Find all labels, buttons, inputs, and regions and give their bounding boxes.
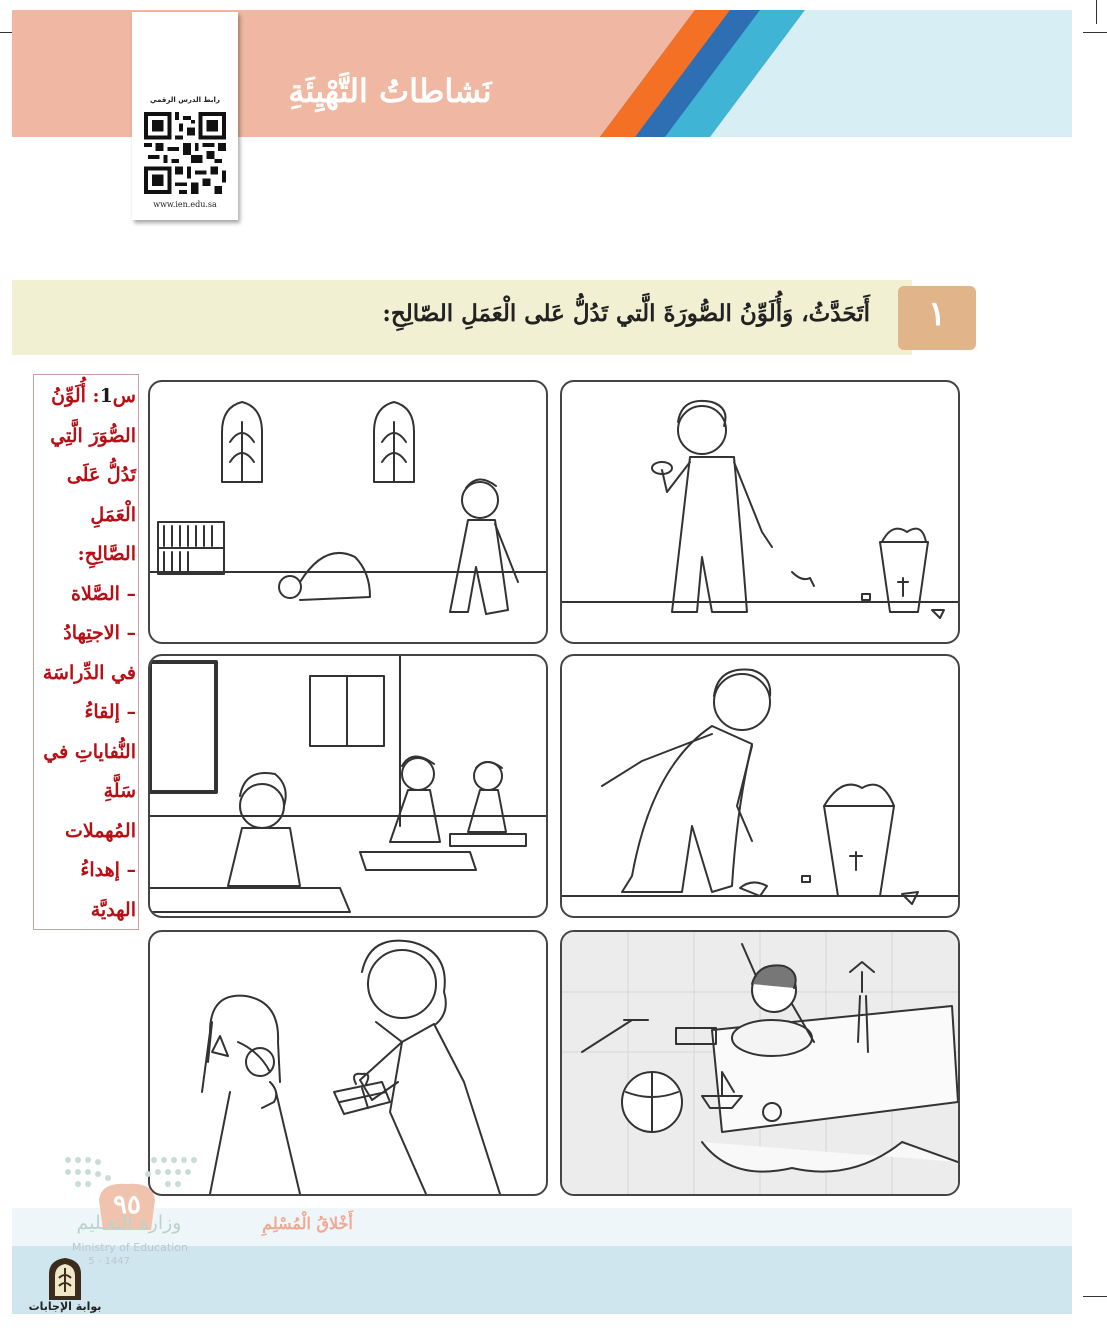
portal-name[interactable]: بوابة الإجابات	[28, 1300, 102, 1313]
gift-illustration	[150, 932, 546, 1194]
qr-label: رابط الدرس الرقمي	[150, 96, 220, 104]
answer-line: – إهداءُ الهديَّة	[80, 859, 136, 921]
answer-box	[33, 374, 139, 930]
answer-line: – إلقاءُ النُّفاياتِ في سَلَّةِ المُهملات	[43, 701, 136, 842]
answer-prefix: س	[112, 385, 136, 407]
answer-line: – الاجتِهادُ في الدِّراسَة	[42, 622, 136, 684]
answer-line: – الصَّلاة	[71, 582, 136, 605]
answer-number: 1	[99, 385, 113, 407]
question-text: أَتَحَدَّثُ، وَأُلَوِّنُ الصُّورَةَ الَّتي تَدُلُّ عَلى الْعَمَلِ الصّالِحِ:	[382, 300, 870, 327]
ministry-name-en: Ministry of Education	[71, 1241, 188, 1254]
boy-littering-illustration	[562, 382, 958, 642]
praying-illustration	[150, 382, 546, 642]
ministry-year: 5 - 1447	[88, 1256, 130, 1267]
footer-band	[12, 1246, 1072, 1314]
page-title: نَشاطاتُ التَّهْيِئَةِ	[288, 72, 492, 110]
crop-mark	[1083, 1296, 1107, 1297]
header-stripes	[600, 10, 1072, 137]
page-number: ٩٥	[113, 1190, 141, 1220]
picking-trash-illustration	[562, 656, 958, 916]
panel-gift[interactable]	[148, 930, 548, 1196]
studying-illustration	[150, 656, 546, 916]
crop-mark	[1083, 32, 1107, 33]
qr-url[interactable]: www.ien.edu.sa	[153, 200, 217, 209]
answer-line: : أُلَوِّنُ الصُّوَرَ الَّتِي تَدُلُّ عَلَى الْعَمَلِ الصَّالِحِ:	[50, 385, 136, 565]
qr-code-icon[interactable]	[144, 112, 226, 194]
qr-card[interactable]	[132, 12, 238, 220]
bathtub-illustration	[562, 932, 958, 1194]
panel-studying[interactable]	[148, 654, 548, 918]
panel-boy-littering[interactable]	[560, 380, 960, 644]
answer-text	[36, 377, 136, 930]
unit-name: أَخْلاقُ الْمُسْلِمِ	[262, 1214, 353, 1233]
panel-praying[interactable]	[148, 380, 548, 644]
crop-mark	[1096, 0, 1097, 24]
question-number: ١	[927, 294, 947, 334]
ministry-name-ar: وزارة التعـليم	[76, 1212, 182, 1234]
portal-logo-icon[interactable]	[45, 1256, 85, 1302]
panel-picking-trash[interactable]	[560, 654, 960, 918]
panel-bathtub[interactable]	[560, 930, 960, 1196]
